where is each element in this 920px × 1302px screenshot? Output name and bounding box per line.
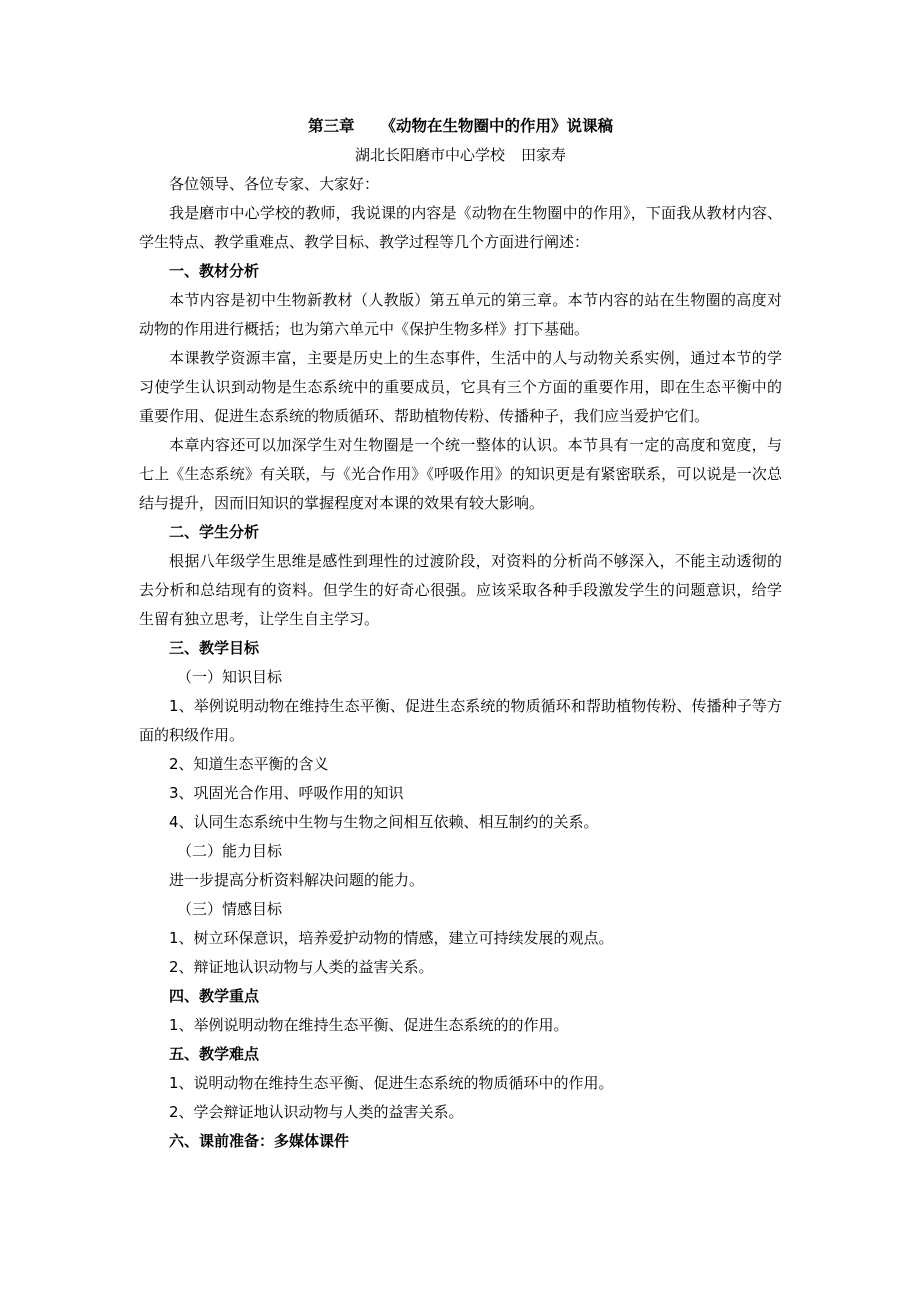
- author-line: [139, 141, 782, 170]
- section-heading-key-points: 四、教学重点: [169, 987, 260, 1005]
- list-item: 2、知道生态平衡的含义: [169, 755, 329, 773]
- title-chapter: 第三章: [307, 117, 355, 135]
- document-title: [139, 112, 782, 141]
- list-item: 4、认同生态系统中生物与生物之间相互依赖、相互制约的关系。: [169, 813, 599, 831]
- greeting: 各位领导、各位专家、大家好：: [169, 175, 380, 193]
- list-item: 1、说明动物在维持生态平衡、促进生态系统的物质循环中的作用。: [169, 1074, 614, 1092]
- section-heading-preparation: 六、课前准备：多媒体课件: [169, 1132, 350, 1150]
- school-name: 湖北长阳磨市中心学校: [354, 146, 505, 164]
- title-topic: 《动物在生物圈中的作用》说课稿: [380, 117, 614, 135]
- list-item: 1、举例说明动物在维持生态平衡、促进生态系统的的作用。: [169, 1016, 569, 1034]
- list-item: 1、树立环保意识，培养爱护动物的情感，建立可持续发展的观点。: [169, 929, 614, 947]
- subheading-ability-goals: （二）能力目标: [177, 842, 283, 860]
- paragraph: 本课教学资源丰富，主要是历史上的生态事件，生活中的人与动物关系实例，通过本节的学习使学生认识到动物是生态系统中的重要成员，它具有三个方面的重要作用，即在生态平衡中的重要作用、促进生态系统的物质循环、帮助植物传粉、传播种子，我们应当爱护它们。: [139, 349, 782, 425]
- list-item: 进一步提高分析资料解决问题的能力。: [169, 871, 425, 889]
- subheading-knowledge-goals: （一）知识目标: [177, 668, 283, 686]
- list-item: 2、学会辩证地认识动物与人类的益害关系。: [169, 1103, 464, 1121]
- list-item: 3、巩固光合作用、呼吸作用的知识: [169, 784, 404, 802]
- section-heading-teaching-goals: 三、教学目标: [169, 639, 260, 657]
- subheading-emotion-goals: （三）情感目标: [177, 900, 283, 918]
- paragraph: 根据八年级学生思维是感性到理性的过渡阶段，对资料的分析尚不够深入，不能主动透彻的去分析和总结现有的资料。但学生的好奇心很强。应该采取各种手段激发学生的问题意识，给学生留有独立思考，让学生自主学习。: [139, 552, 782, 628]
- paragraph: 本章内容还可以加深学生对生物圈是一个统一整体的认识。本节具有一定的高度和宽度，与七上《生态系统》有关联，与《光合作用》《呼吸作用》的知识更是有紧密联系，可以说是一次总结与提升，因而旧知识的掌握程度对本课的效果有较大影响。: [139, 436, 782, 512]
- list-item: 2、辩证地认识动物与人类的益害关系。: [169, 958, 434, 976]
- section-heading-textbook-analysis: 一、教材分析: [169, 262, 260, 280]
- author-name: 田家寿: [521, 146, 567, 164]
- document-page: [139, 112, 782, 1156]
- opening-paragraph: 我是磨市中心学校的教师，我说课的内容是《动物在生物圈中的作用》，下面我从教材内容、学生特点、教学重难点、教学目标、教学过程等几个方面进行阐述：: [139, 204, 782, 251]
- paragraph: 本节内容是初中生物新教材（人教版）第五单元的第三章。本节内容的站在生物圈的高度对动物的作用进行概括；也为第六单元中《保护生物多样》打下基础。: [139, 291, 782, 338]
- section-heading-student-analysis: 二、学生分析: [169, 523, 260, 541]
- section-heading-difficult-points: 五、教学难点: [169, 1045, 260, 1063]
- list-item: 1、举例说明动物在维持生态平衡、促进生态系统的物质循环和帮助植物传粉、传播种子等方面的积级作用。: [139, 697, 782, 744]
